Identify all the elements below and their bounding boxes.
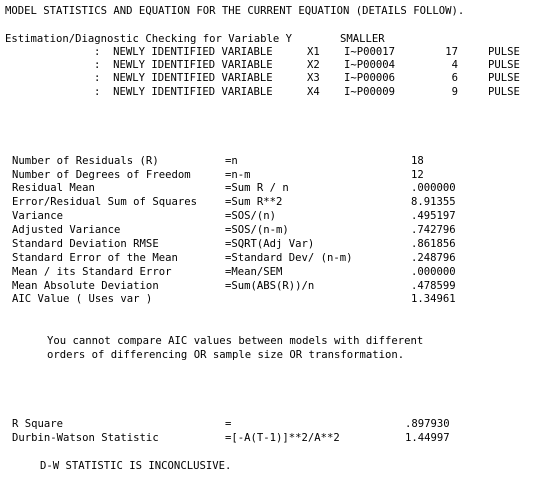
dependent-variable-name: SMALLER bbox=[340, 33, 385, 45]
stat-formula: =SOS/(n) bbox=[225, 210, 277, 222]
row-description: : NEWLY IDENTIFIED VARIABLE bbox=[94, 46, 273, 58]
stat-value: .495197 bbox=[411, 210, 456, 222]
stat-value: 12 bbox=[411, 169, 424, 181]
fit-label: Durbin-Watson Statistic bbox=[12, 432, 159, 444]
stat-formula: =n-m bbox=[225, 169, 251, 181]
stat-value: .000000 bbox=[411, 182, 456, 194]
stat-label: Mean / its Standard Error bbox=[12, 266, 172, 278]
stat-value: 8.91355 bbox=[411, 196, 456, 208]
row-identifier: I~P00009 bbox=[344, 86, 396, 98]
row-identifier: I~P00006 bbox=[344, 72, 396, 84]
aic-note-line-2: orders of differencing OR sample size OR transformation. bbox=[47, 349, 405, 361]
stat-label: Number of Degrees of Freedom bbox=[12, 169, 191, 181]
stat-formula: =Standard Dev/ (n-m) bbox=[225, 252, 353, 264]
fit-formula: =[-A(T-1)]**2/A**2 bbox=[225, 432, 340, 444]
fit-formula: = bbox=[225, 418, 232, 430]
stat-formula: =Mean/SEM bbox=[225, 266, 283, 278]
fit-label: R Square bbox=[12, 418, 64, 430]
aic-note-line-1: You cannot compare AIC values between models with different bbox=[47, 335, 424, 347]
stat-label: Residual Mean bbox=[12, 182, 95, 194]
row-period: 4 bbox=[451, 59, 458, 71]
stat-label: Standard Deviation RMSE bbox=[12, 238, 159, 250]
stat-label: Mean Absolute Deviation bbox=[12, 280, 159, 292]
row-type: PULSE bbox=[488, 72, 520, 84]
row-description: : NEWLY IDENTIFIED VARIABLE bbox=[94, 59, 273, 71]
row-variable: X2 bbox=[307, 59, 320, 71]
stat-value: .742796 bbox=[411, 224, 456, 236]
stat-value: 1.34961 bbox=[411, 293, 456, 305]
row-description: : NEWLY IDENTIFIED VARIABLE bbox=[94, 72, 273, 84]
stat-label: Variance bbox=[12, 210, 64, 222]
stat-label: Adjusted Variance bbox=[12, 224, 121, 236]
row-type: PULSE bbox=[488, 46, 520, 58]
estimation-heading: Estimation/Diagnostic Checking for Variable Y bbox=[5, 33, 293, 45]
row-identifier: I~P00004 bbox=[344, 59, 396, 71]
stat-label: AIC Value ( Uses var ) bbox=[12, 293, 153, 305]
stat-formula: =Sum R**2 bbox=[225, 196, 283, 208]
row-type: PULSE bbox=[488, 59, 520, 71]
row-period: 6 bbox=[451, 72, 458, 84]
stat-formula: =n bbox=[225, 155, 238, 167]
dw-conclusion: D-W STATISTIC IS INCONCLUSIVE. bbox=[40, 460, 232, 472]
stat-label: Error/Residual Sum of Squares bbox=[12, 196, 197, 208]
row-variable: X1 bbox=[307, 46, 320, 58]
stat-formula: =Sum R / n bbox=[225, 182, 289, 194]
row-description: : NEWLY IDENTIFIED VARIABLE bbox=[94, 86, 273, 98]
stat-label: Number of Residuals (R) bbox=[12, 155, 159, 167]
row-period: 17 bbox=[445, 46, 458, 58]
fit-value: .897930 bbox=[405, 418, 450, 430]
stat-value: .248796 bbox=[411, 252, 456, 264]
row-identifier: I~P00017 bbox=[344, 46, 396, 58]
fit-value: 1.44997 bbox=[405, 432, 450, 444]
stat-formula: =Sum(ABS(R))/n bbox=[225, 280, 315, 292]
stat-value: 18 bbox=[411, 155, 424, 167]
row-variable: X4 bbox=[307, 86, 320, 98]
stat-formula: =SOS/(n-m) bbox=[225, 224, 289, 236]
row-period: 9 bbox=[451, 86, 458, 98]
stat-value: .861856 bbox=[411, 238, 456, 250]
stat-value: .478599 bbox=[411, 280, 456, 292]
stat-formula: =SQRT(Adj Var) bbox=[225, 238, 315, 250]
row-variable: X3 bbox=[307, 72, 320, 84]
row-type: PULSE bbox=[488, 86, 520, 98]
stat-value: .000000 bbox=[411, 266, 456, 278]
report-title: MODEL STATISTICS AND EQUATION FOR THE CURRENT EQUATION (DETAILS FOLLOW). bbox=[5, 5, 465, 17]
stat-label: Standard Error of the Mean bbox=[12, 252, 178, 264]
